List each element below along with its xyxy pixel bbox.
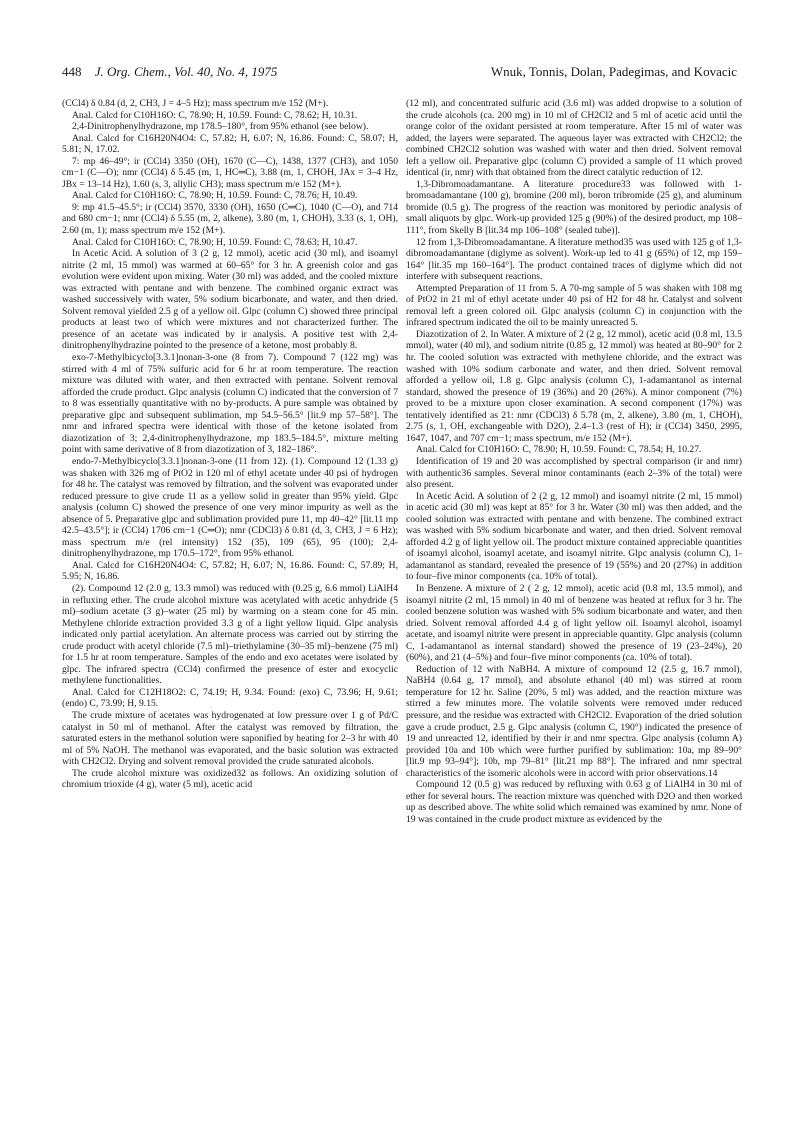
page-number: 448 [62,64,82,79]
page-header [62,62,737,82]
paragraph: Reduction of 12 with NaBH4. A mixture of compound 12 (2.5 g, 16.7 mmol), NaBH4 (0.64 g, 17 mmol), and absolute ethanol (40 ml) was stirred at room temperature for 12 hr. Saline (20%, 5 ml) was added, and the reaction mixture was stirred a few minutes more. The volatile solvents were removed under reduced pressure, and the residue was extracted with CH2Cl2. Evaporation of the dried solution gave a crude product, 2.5 g. Glpc analysis (column C, 190°) indicated the presence of 19 and unreacted 12, identified by their ir and nmr spectra. Glpc analysis (column A) provided 10a and 10b which were further purified by sublimation: 10a, mp 89–90° [lit.9 mp 93–94°]; 10b, mp 79–81° [lit.21 mp 88°]. The infrared and nmr spectral characteristics of the isomeric alcohols were in accord with prior observations.14 [406,663,742,779]
paragraph: In Acetic Acid. A solution of 2 (2 g, 12 mmol) and isoamyl nitrite (2 ml, 15 mmol) in acetic acid (30 ml) was kept at 85° for 3 hr. Water (30 ml) was then added, and the cooled solution was extracted with pentane and with benzene. The combined extract was washed with 5% sodium bicarbonate and water, and then dried. Solvent removal afforded 4.2 g of light yellow oil. The product mixture contained appreciable quantities of isoamyl alcohol, isoamyl acetate, and isoamyl nitrite. Glpc analysis (column C), 1-adamantanol as standard, revealed the presence of 19 (55%) and 20 (27%) in addition to four–five minor components (ca. 10% of total). [406,490,742,583]
left-column [62,98,398,791]
paragraph: 9: mp 41.5–45.5°; ir (CCl4) 3570, 3330 (OH), 1650 (C═C), 1040 (C—O), and 714 and 680 cm−1; nmr (CCl4) δ 5.55 (m, 2, alkene), 3.80 (m, 1, CHOH), 3.33 (s, 1, OH), 2.60 (m, 1); mass spectrum m/e 152 (M+). [62,201,398,237]
paragraph: The crude alcohol mixture was oxidized32 as follows. An oxidizing solution of chromium trioxide (4 g), water (5 ml), acetic acid [62,767,398,791]
paragraph: 2,4-Dinitrophenylhydrazone, mp 178.5–180°, from 95% ethanol (see below). [72,121,369,133]
paragraph: In Acetic Acid. A solution of 3 (2 g, 12 mmol), acetic acid (30 ml), and isoamyl nitrite (2 ml, 15 mmol) was warmed at 60–65° for 3 hr. A greenish color and gas evolution were evident upon mixing. Water (30 ml) was added, and the cooled mixture was extracted with pentane and with benzene. The combined organic extract was washed successively with water, 5% sodium bicarbonate, and water, and then dried. Solvent removal yielded 2.5 g of a yellow oil. Glpc (column C) showed three principal products at least two of which were mixtures and not characterized further. The presence of an acetate was indicated by ir analysis. A positive test with 2,4-dinitrophenylhydrazine pointed to the presence of a ketone, most probably 8. [62,248,398,352]
journal-citation: J. Org. Chem., Vol. 40, No. 4, 1975 [94,64,278,79]
author-list: Wnuk, Tonnis, Dolan, Padegimas, and Kovacic [490,64,737,79]
paragraph: Anal. Calcd for C10H16O: C, 78.90; H, 10.59. Found: C, 78.54; H, 10.27. [416,444,702,456]
paragraph: Anal. Calcd for C10H16O: C, 78.90; H, 10.59. Found: C, 78.62; H, 10.31. [72,109,358,121]
paragraph: Anal. Calcd for C10H16O: C, 78.90; H, 10.59. Found: C, 78.63; H, 10.47. [72,236,358,248]
paragraph: Identification of 19 and 20 was accomplished by spectral comparison (ir and nmr) with authentic36 samples. Several minor contaminants (each 2–3% of the total) were also present. [406,455,742,491]
paragraph: Attempted Preparation of 11 from 5. A 70-mg sample of 5 was shaken with 108 mg of PtO2 in 21 ml of ethyl acetate under 40 psi of H2 for 48 hr. Catalyst and solvent removal left a green colored oil. Glpc analysis (column C) in conjunction with the infrared spectrum indicated the oil to be mainly unreacted 5. [406,282,742,329]
paragraph: Anal. Calcd for C12H18O2: C, 74.19; H, 9.34. Found: (exo) C, 73.96; H, 9.61; (endo) C, 73.99; H, 9.15. [62,686,398,710]
paragraph: 12 from 1,3-Dibromoadamantane. A literature method35 was used with 125 g of 1,3-dibromoadamantane (diglyme as solvent). Work-up led to 41 g (65%) of 12, mp 159–164° [lit.35 mp 160–164°]. The product contained traces of diglyme which did not interfere with subsequent reactions. [406,236,742,283]
paragraph: (12 ml), and concentrated sulfuric acid (3.6 ml) was added dropwise to a solution of the crude alcohols (ca. 200 mg) in 10 ml of CH2Cl2 and 5 ml of acetic acid until the orange color of the oxidant persisted at room temperature. After 15 ml of water was added, the layers were separated. The aqueous layer was extracted with CH2Cl2; the combined CH2Cl2 solution was washed with water and then dried. Solvent removal left a yellow oil. Preparative glpc (column C) provided a sample of 11 which proved identical (ir, nmr) with that obtained from the direct catalytic reduction of 12. [406,98,742,179]
paragraph: The crude mixture of acetates was hydrogenated at low pressure over 1 g of Pd/C catalyst in 50 ml of methanol. After the catalyst was removed by filtration, the saturated esters in the methanol solution were saponified by heating for 2–3 hr with 40 ml of 5% NaOH. The methanol was evaporated, and the basic solution was extracted with CH2Cl2. Drying and solvent removal provided the crude saturated alcohols. [62,709,398,768]
paragraph: (2). Compound 12 (2.0 g, 13.3 mmol) was reduced with (0.25 g, 6.6 mmol) LiAlH4 in refluxing ether. The crude alcohol mixture was acetylated with acetic anhydride (5 ml)–sodium acetate (3 g)–water (25 ml) by warming on a steam cone for 45 min. Methylene chloride extraction provided 3.3 g of a light yellow liquid. Glpc analysis indicated only partial acetylation. An alternate process was carried out by stirring the crude product with acetyl chloride (7.5 ml)–triethylamine (30–35 ml)–benzene (75 ml) for 1.5 hr at room temperature. Samples of the endo and exo acetates were isolated by glpc. The infrared spectra (CCl4) confirmed the presence of ester and exocyclic methylene functionalities. [62,582,398,687]
paragraph: Compound 12 (0.5 g) was reduced by refluxing with 0.63 g of LiAlH4 in 30 ml of ether for several hours. The reaction mixture was quenched with D2O and then worked up as described above. The white solid which remained was examined by nmr. None of 19 was contained in the crude product mixture as evidenced by the [406,779,742,825]
paragraph: exo-7-Methylbicyclo[3.3.1]nonan-3-one (8 from 7). Compound 7 (122 mg) was stirred with 4 ml of 75% sulfuric acid for 6 hr at room temperature. The reaction mixture was diluted with water, and then extracted with pentane. Solvent removal afforded the crude product. Glpc analysis (column C) indicated that the conversion of 7 to 8 was essentially quantitative with no by-products. A pure sample was obtained by preparative glpc and subsequent sublimation, mp 54.5–56.5° [lit.9 mp 57–58°]. The nmr and infrared spectra were identical with those of the ketone isolated from diazotization of 3; 2,4-dinitrophenylhydrazone, mp 183.5–184.5°, mixture melting point with same derivative of 8 from diazotization of 3, 182–186°. [62,352,398,456]
paragraph: endo-7-Methylbicyclo[3.3.1]nonan-3-one (11 from 12). (1). Compound 12 (1.33 g) was shaken with 326 mg of PtO2 in 120 ml of ethyl acetate under 40 psi of hydrogen for 48 hr. The catalyst was removed by filtration, and the solvent was evaporated under reduced pressure to give crude 11 as a yellow solid in greater than 95% yield. Glpc analysis (column C) showed the presence of one very minor impurity as well as the absence of 5. Preparative glpc and sublimation provided pure 11, mp 40–42° [lit.11 mp 42.5–43.5°]; ir (CCl4) 1706 cm−1 (C═O); nmr (CDCl3) δ 0.81 (d, 3, CH3, J = 6 Hz); mass spectrum m/e (rel intensity) 152 (35), 109 (65), 95 (100); 2,4-dinitrophenylhydrazone, mp 170.5–172°, from 95% ethanol. [62,455,398,560]
paragraph: (CCl4) δ 0.84 (d, 2, CH3, J = 4–5 Hz); mass spectrum m/e 152 (M+). [62,98,329,109]
right-column [406,98,742,825]
paragraph: 7: mp 46–49°; ir (CCl4) 3350 (OH), 1670 (C—C), 1438, 1377 (CH3), and 1050 cm−1 (C—O); nmr (CCl4) δ 5.45 (m, 1, HC═C), 3.88 (m, 1, CHOH, JAx = 3–4 Hz, JBx = 13–14 Hz), 1.60 (s, 3, allylic CH3); mass spectrum m/e 152 (M+). [62,155,398,190]
paragraph: Diazotization of 2. In Water. A mixture of 2 (2 g, 12 mmol), acetic acid (0.8 ml, 13.5 mmol), water (40 ml), and sodium nitrite (0.85 g, 12 mmol) was heated at 80–90° for 2 hr. The cooled solution was extracted with methylene chloride, and the extract was washed with 10% sodium carbonate and water, and then dried. Solvent removal afforded a yellow oil, 1.8 g. Glpc analysis (column C), 1-adamantanol as internal standard, showed the presence of 19 (36%) and 20 (26%). A minor component (7%) proved to be a mixture upon closer examination. A second component (17%) was tentatively identified as 21: nmr (CDCl3) δ 5.78 (m, 2, alkene), 3.80 (m, 1, CHOH), 2.75 (s, 1, OH, exchangeable with D2O), 2.4–1.3 (rest of H); ir (CCl4) 3450, 2995, 1647, 1047, and 707 cm−1; mass spectrum, m/e 152 (M+). [406,328,742,444]
paragraph: Anal. Calcd for C16H20N4O4: C, 57.82; H, 6.07; N, 16.86. Found: C, 57.89; H, 5.95; N, 16.86. [62,559,398,583]
paragraph: In Benzene. A mixture of 2 ( 2 g, 12 mmol), acetic acid (0.8 ml, 13.5 mmol), and isoamyl nitrite (2 ml, 15 mmol) in 40 ml of benzene was heated at reflux for 3 hr. The cooled benzene solution was washed with 5% sodium bicarbonate and water, and then dried. Solvent removal afforded 4.4 g of light yellow oil. Isoamyl alcohol, isoamyl acetate, and isoamyl nitrite were present in appreciable quantity. Glpc analysis (column C, 1-adamantanol as internal standard) showed the presence of 19 (23–24%), 20 (60%), and 21 (4–5%) and four–five minor components (ca. 10% of total). [406,582,742,664]
paragraph: Anal. Calcd for C10H16O: C, 78.90; H, 10.59. Found: C, 78.76; H, 10.49. [72,190,358,202]
header-left [62,62,277,82]
paragraph: 1,3-Dibromoadamantane. A literature procedure33 was followed with 1-bromoadamantane (100 g), bromine (200 ml), boron tribromide (25 g), and aluminum bromide (0.5 g). The progress of the reaction was monitored by periodic analysis of small aliquots by glpc. Work-up provided 125 g (90%) of the desired product, mp 108–111°, from Skelly B [lit.34 mp 106–108° (sealed tube)]. [406,178,742,237]
paragraph: Anal. Calcd for C16H20N4O4: C, 57.82; H, 6.07; N, 16.86. Found: C, 58.07; H, 5.81; N, 17.02. [62,132,398,156]
